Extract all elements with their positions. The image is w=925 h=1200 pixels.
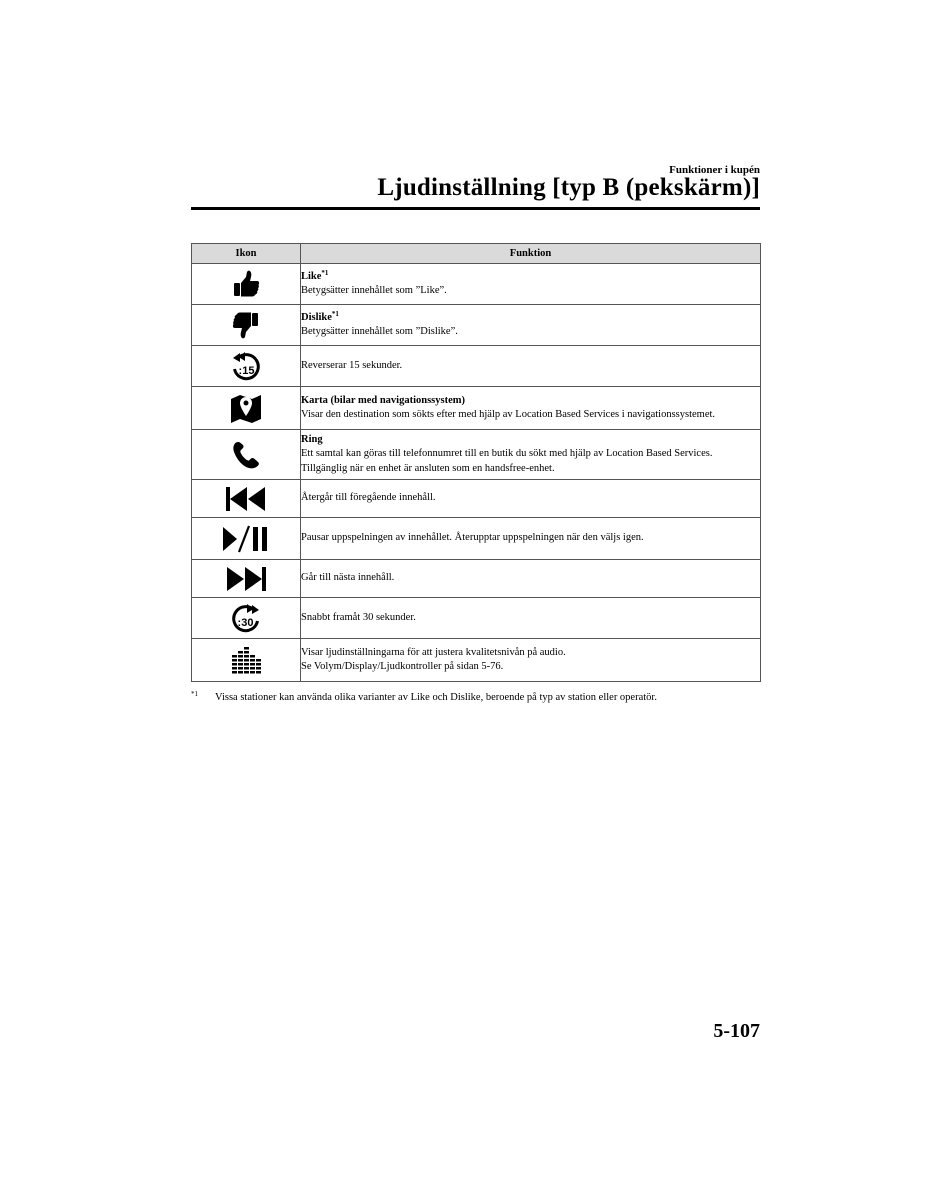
icon-cell (192, 518, 301, 560)
footnote (191, 692, 771, 703)
rewind-15-icon (192, 349, 300, 383)
forward-30-label: :30 (237, 617, 254, 629)
table-row (192, 305, 761, 346)
play-pause-icon (192, 523, 300, 555)
icon-cell (192, 598, 301, 639)
function-description: Se Volym/Display/Ljudkontroller på sidan 5-76. (301, 661, 504, 672)
table-row (192, 430, 761, 480)
previous-track-icon (192, 485, 300, 513)
function-cell (301, 598, 761, 639)
icon-cell (192, 264, 301, 305)
rewind-15-label: :15 (238, 365, 255, 377)
table-row (192, 387, 761, 430)
icon-cell (192, 560, 301, 598)
function-name: Ring (301, 433, 323, 445)
function-cell (301, 305, 761, 346)
function-name: Karta (bilar med navigationssystem) (301, 394, 466, 406)
function-description: Betygsätter innehållet som ”Dislike”. (301, 326, 458, 337)
table-row (192, 346, 761, 387)
icon-cell (192, 480, 301, 518)
footnote-text: Vissa stationer kan använda olika varianter av Like och Dislike, beroende på typ av station eller operatör. (215, 692, 657, 703)
thumbs-up-icon (192, 269, 300, 299)
next-track-icon (192, 565, 300, 593)
function-description: Tillgänglig när en enhet är ansluten som en handsfree-enhet. (301, 462, 555, 474)
table-row (192, 598, 761, 639)
column-header-icon: Ikon (192, 244, 301, 264)
function-name: Dislike$^{*1}$ (301, 309, 339, 323)
function-description: Visar ljudinställningarna för att justera kvalitetsnivån på audio. (301, 646, 566, 658)
section-label: Funktioner i kupén (669, 164, 760, 176)
function-description: Betygsätter innehållet som ”Like”. (301, 285, 447, 296)
function-cell (301, 639, 761, 682)
phone-icon (192, 439, 300, 471)
footnote-mark: *1 (191, 690, 198, 698)
table-row (192, 639, 761, 682)
column-header-function: Funktion (301, 244, 761, 264)
table-row (192, 480, 761, 518)
icon-cell (192, 430, 301, 480)
function-description: Reverserar 15 sekunder. (301, 359, 403, 371)
function-cell (301, 264, 761, 305)
page-title: Ljudinställning [typ B (pekskärm)] (377, 174, 760, 201)
icon-function-table (191, 243, 761, 682)
function-description: Återgår till föregående innehåll. (301, 492, 436, 504)
icon-cell (192, 305, 301, 346)
thumbs-down-icon (192, 310, 300, 340)
footnote-ref: *1 (321, 268, 329, 277)
function-description: Snabbt framåt 30 sekunder. (301, 611, 416, 623)
table-row (192, 518, 761, 560)
function-cell (301, 480, 761, 518)
function-description: Går till nästa innehåll. (301, 572, 395, 584)
table-row (192, 264, 761, 305)
icon-cell (192, 639, 301, 682)
function-description: Visar den destination som sökts efter med hjälp av Location Based Services i navigationssystemet. (301, 409, 716, 420)
equalizer-icon (192, 645, 300, 675)
function-description: Pausar uppspelningen av innehållet. Återupptar uppspelningen när den väljs igen. (301, 532, 644, 544)
title-rule (191, 207, 760, 210)
function-cell (301, 346, 761, 387)
map-icon (192, 392, 300, 424)
table-header-row (192, 244, 761, 264)
icon-cell (192, 346, 301, 387)
function-name: Like$^{*1}$ (301, 268, 329, 282)
icon-cell (192, 387, 301, 430)
function-cell (301, 560, 761, 598)
table-row (192, 560, 761, 598)
function-cell (301, 430, 761, 480)
footnote-ref: *1 (331, 309, 339, 318)
function-cell (301, 518, 761, 560)
forward-30-icon (192, 601, 300, 635)
function-cell (301, 387, 761, 430)
function-description: Ett samtal kan göras till telefonnumret till en butik du sökt med hjälp av Location Based Services. (301, 448, 713, 460)
page-number: 5-107 (713, 1020, 760, 1042)
